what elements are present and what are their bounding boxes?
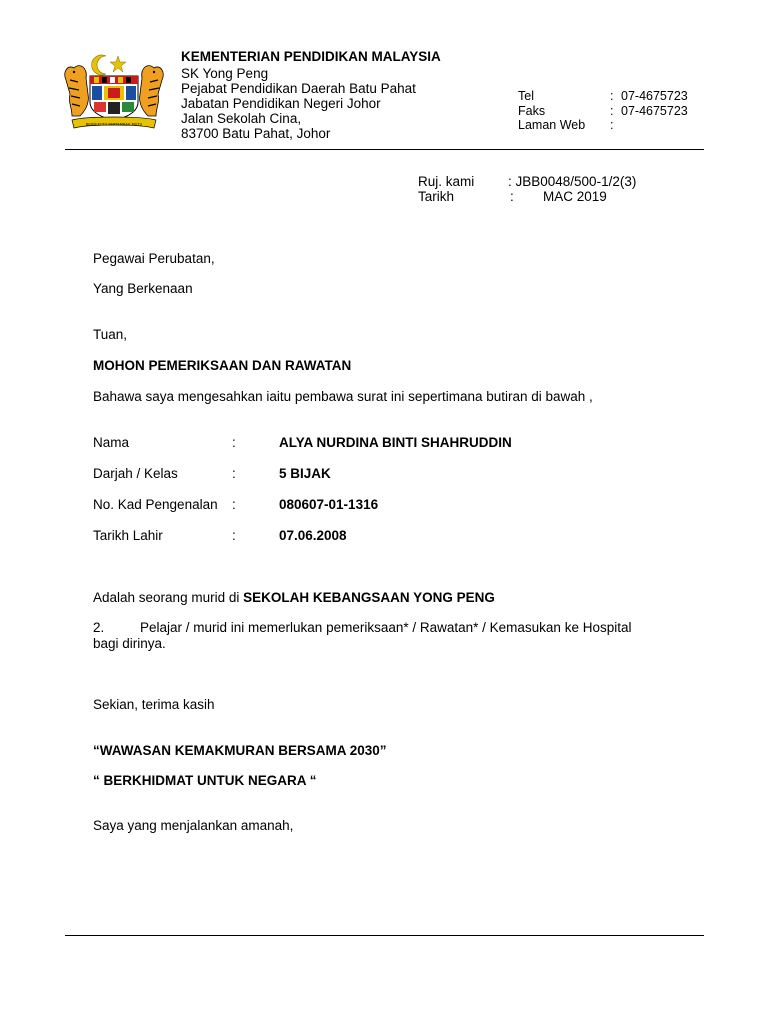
fax-value: 07-4675723: [621, 104, 688, 118]
detail-value-name: ALYA NURDINA BINTI SHAHRUDDIN: [279, 435, 512, 450]
sign-off: Saya yang menjalankan amanah,: [93, 818, 294, 833]
address-line-1: SK Yong Peng: [181, 66, 269, 81]
address-line-2: Pejabat Pendidikan Daerah Batu Pahat: [181, 81, 416, 96]
detail-label-name: Nama: [93, 435, 130, 450]
paragraph-2-line-2: bagi dirinya.: [93, 636, 166, 651]
ministry-title: KEMENTERIAN PENDIDIKAN MALAYSIA: [181, 49, 441, 64]
tel-separator: :: [610, 89, 614, 103]
svg-text:BERSEKUTU BERTAMBAH MUTU: BERSEKUTU BERTAMBAH MUTU: [85, 122, 143, 127]
detail-separator: :: [232, 435, 236, 450]
reference-value: : JBB0048/500-1/2(3): [508, 174, 637, 189]
date-label: Tarikh: [418, 189, 455, 204]
closing-line: Sekian, terima kasih: [93, 697, 215, 712]
date-separator: :: [510, 189, 514, 204]
recipient-line-2: Yang Berkenaan: [93, 281, 193, 296]
detail-value-ic: 080607-01-1316: [279, 497, 379, 512]
fax-separator: :: [610, 104, 614, 118]
detail-separator: :: [232, 497, 236, 512]
salutation: Tuan,: [93, 327, 128, 342]
coat-of-arms-logo: [58, 50, 170, 134]
detail-separator: :: [232, 528, 236, 543]
detail-label-class: Darjah / Kelas: [93, 466, 178, 481]
student-statement-prefix: Adalah seorang murid di: [93, 590, 240, 605]
website-separator: :: [610, 118, 614, 132]
paragraph-2-line-1: Pelajar / murid ini memerlukan pemeriksaan* / Rawatan* / Kemasukan ke Hospital: [140, 620, 632, 635]
detail-label-dob: Tarikh Lahir: [93, 528, 163, 543]
tel-label: Tel: [518, 89, 534, 103]
detail-value-class: 5 BIJAK: [279, 466, 331, 481]
slogan-wawasan: “WAWASAN KEMAKMURAN BERSAMA 2030”: [93, 743, 387, 758]
slogan-berkhidmat: “ BERKHIDMAT UNTUK NEGARA “: [93, 773, 317, 788]
school-name: SEKOLAH KEBANGSAAN YONG PENG: [243, 590, 495, 605]
intro-paragraph: Bahawa saya mengesahkan iaitu pembawa surat ini sepertimana butiran di bawah ,: [93, 389, 593, 404]
footer-divider: [65, 935, 704, 936]
website-label: Laman Web: [518, 118, 586, 132]
recipient-line-1: Pegawai Perubatan,: [93, 251, 215, 266]
letter-subject: MOHON PEMERIKSAAN DAN RAWATAN: [93, 358, 352, 373]
header-divider: [65, 149, 704, 150]
detail-value-dob: 07.06.2008: [279, 528, 347, 543]
address-line-3: Jabatan Pendidikan Negeri Johor: [181, 96, 381, 111]
detail-label-ic: No. Kad Pengenalan: [93, 497, 218, 512]
detail-separator: :: [232, 466, 236, 481]
address-line-4: Jalan Sekolah Cina,: [181, 111, 302, 126]
student-statement: [93, 590, 495, 605]
address-line-5: 83700 Batu Pahat, Johor: [181, 126, 331, 141]
reference-label: Ruj. kami: [418, 174, 475, 189]
fax-label: Faks: [518, 104, 546, 118]
date-value: MAC 2019: [543, 189, 607, 204]
tel-value: 07-4675723: [621, 89, 688, 103]
paragraph-number: 2.: [93, 620, 105, 635]
